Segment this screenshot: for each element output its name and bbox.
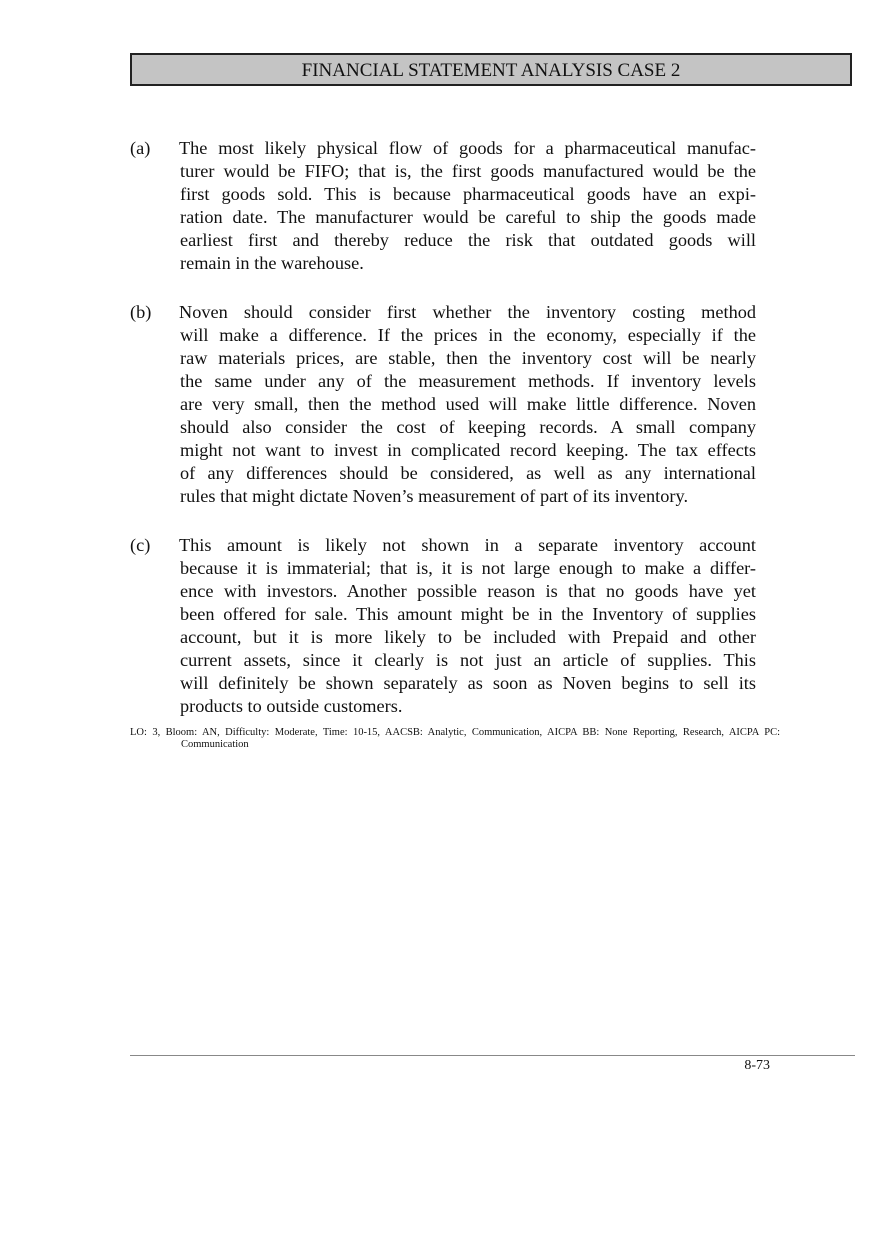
- text-line: ration date. The manufacturer would be careful to ship the goods made: [180, 207, 756, 227]
- text-line: will definitely be shown separately as soon as Noven begins to sell its: [180, 673, 756, 693]
- learning-objective-meta: LO: 3, Bloom: AN, Difficulty: Moderate, Time: 10-15, AACSB: Analytic, Communication, AICPA BB: None Reporting, Research, AICPA PC:: [130, 727, 780, 738]
- text-line: ence with investors. Another possible reason is that no goods have yet: [180, 581, 756, 601]
- text-line: are very small, then the method used will make little difference. Noven: [180, 394, 756, 414]
- text-line: This amount is likely not shown in a separate inventory account: [179, 535, 756, 555]
- text-line: remain in the warehouse.: [180, 253, 364, 273]
- text-line: raw materials prices, are stable, then the inventory cost will be nearly: [180, 348, 756, 368]
- learning-objective-meta-cont: Communication: [181, 739, 249, 750]
- page-header: FINANCIAL STATEMENT ANALYSIS CASE 2: [130, 53, 852, 86]
- text-line: of any differences should be considered, as well as any international: [180, 463, 756, 483]
- footer-rule: [130, 1055, 855, 1056]
- answer-a: [130, 137, 756, 275]
- text-line: The most likely physical flow of goods for a pharmaceutical manufac-: [179, 138, 756, 158]
- text-line: rules that might dictate Noven’s measurement of part of its inventory.: [180, 486, 689, 506]
- item-label: (b): [130, 302, 152, 322]
- text-line: products to outside customers.: [180, 696, 403, 716]
- item-text: [180, 534, 756, 718]
- page-number: 8-73: [744, 1058, 770, 1073]
- text-line: turer would be FIFO; that is, the first goods manufactured would be the: [180, 161, 756, 181]
- answer-b: [130, 301, 756, 508]
- text-line: because it is immaterial; that is, it is not large enough to make a differ-: [180, 558, 756, 578]
- text-line: the same under any of the measurement methods. If inventory levels: [180, 371, 756, 391]
- answer-c: [130, 534, 756, 718]
- item-label: (a): [130, 138, 151, 158]
- text-line: might not want to invest in complicated record keeping. The tax effects: [180, 440, 756, 460]
- text-line: earliest first and thereby reduce the risk that outdated goods will: [180, 230, 756, 250]
- text-line: Noven should consider first whether the inventory costing method: [179, 302, 756, 322]
- text-line: been offered for sale. This amount might be in the Inventory of supplies: [180, 604, 756, 624]
- item-text: [180, 137, 756, 275]
- text-line: current assets, since it clearly is not just an article of supplies. This: [180, 650, 756, 670]
- item-label: (c): [130, 535, 151, 555]
- item-text: [180, 301, 756, 508]
- text-line: should also consider the cost of keeping records. A small company: [180, 417, 756, 437]
- text-line: will make a difference. If the prices in the economy, especially if the: [180, 325, 756, 345]
- text-line: first goods sold. This is because pharmaceutical goods have an expi-: [180, 184, 756, 204]
- text-line: account, but it is more likely to be included with Prepaid and other: [180, 627, 756, 647]
